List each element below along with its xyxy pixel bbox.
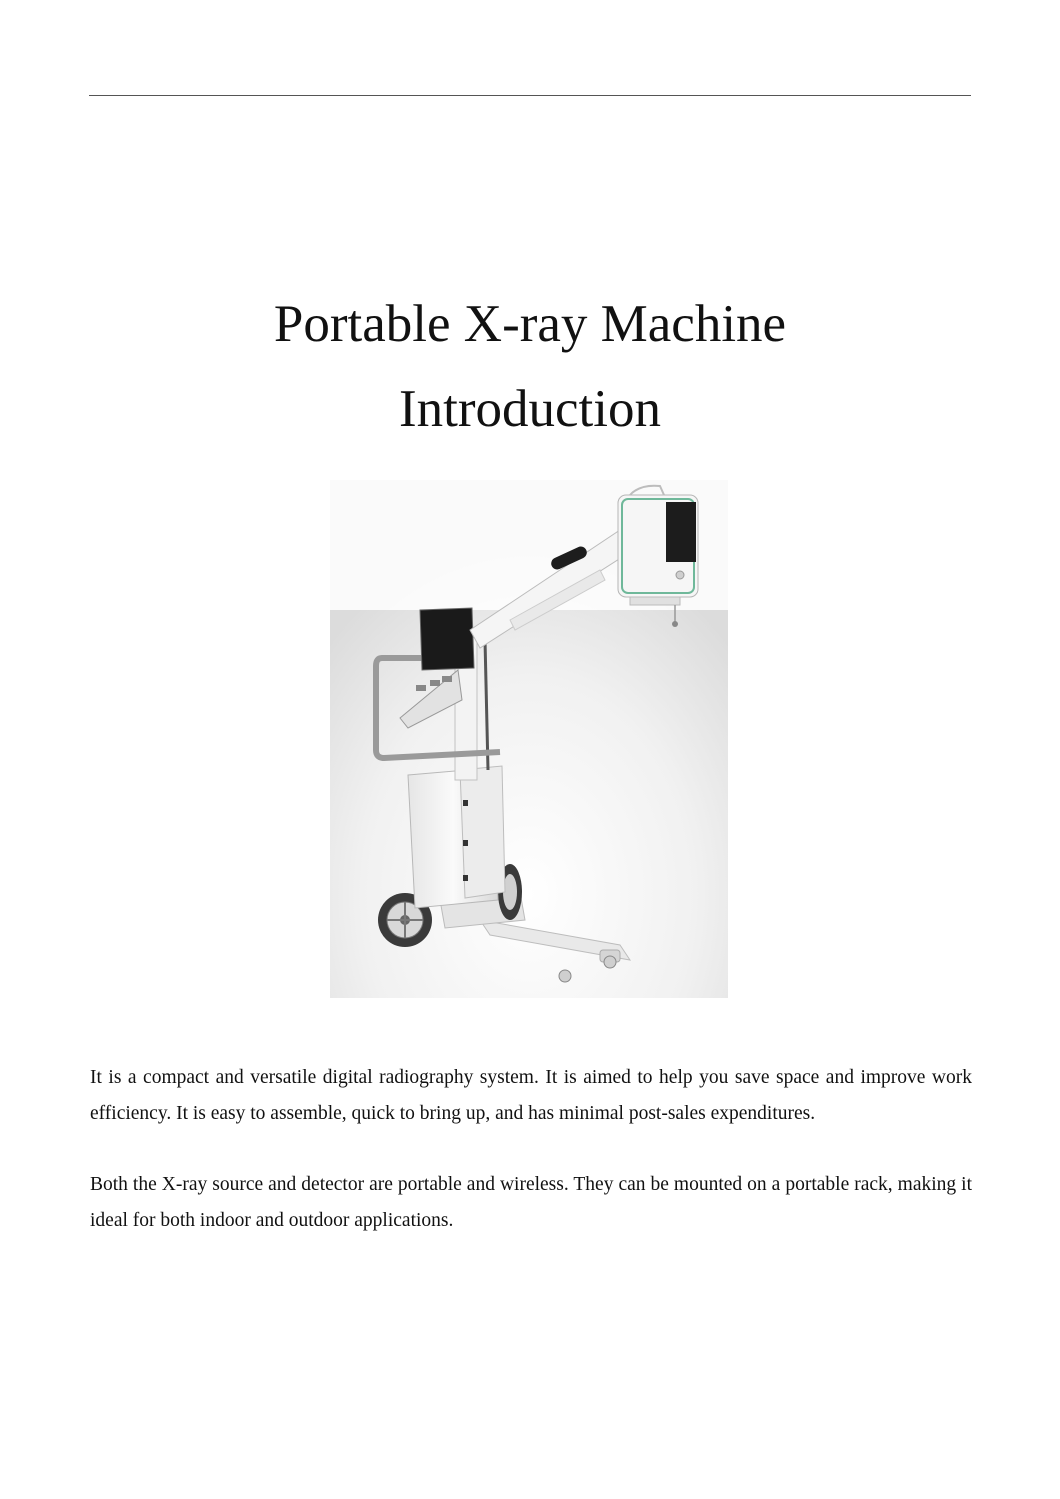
- machine-cart-body: [408, 766, 505, 908]
- portable-xray-machine-illustration: [330, 480, 728, 998]
- header-rule: [89, 95, 971, 96]
- page-title: Portable X-ray Machine: [273, 295, 787, 353]
- intro-paragraph-1: It is a compact and versatile digital radiography system. It is aimed to help you save space and improve work efficiency. It is easy to assemble, quick to bring up, and has minimal post-sales expenditures.: [90, 1067, 972, 1124]
- monitor-screen: [420, 608, 474, 670]
- page-subtitle: Introduction: [399, 380, 661, 438]
- intro-paragraph-2: Both the X-ray source and detector are portable and wireless. They can be mounted on a portable rack, making it ideal for both indoor and outdoor applications.: [90, 1174, 972, 1231]
- product-image: [330, 480, 728, 998]
